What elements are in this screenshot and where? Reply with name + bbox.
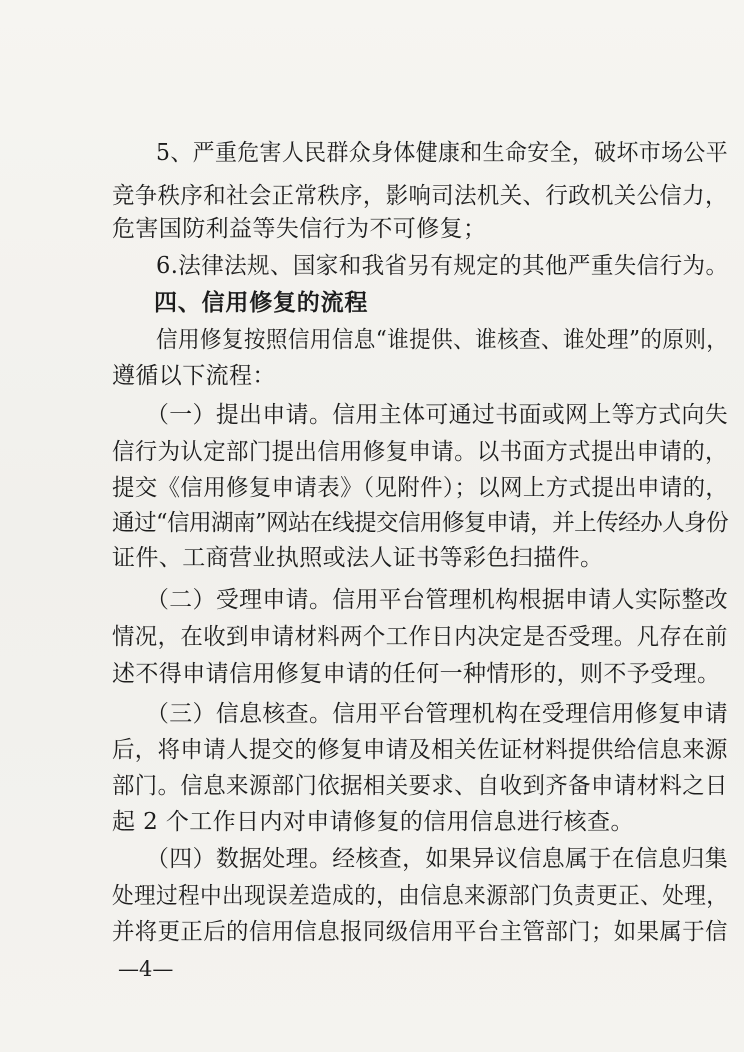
text-line-3: 危害国防利益等失信行为不可修复； — [112, 216, 487, 242]
text-line-10: 提交《信用修复申请表》（见附件）；以网上方式提出申请的， — [112, 475, 729, 501]
text-line-1: 5、严重危害人民群众身体健康和生命安全，破坏市场公平 — [156, 140, 729, 166]
text-line-19: 起 2 个工作日内对申请修复的信用信息进行核查。 — [112, 809, 634, 835]
text-line-6: 信用修复按照信用信息“谁提供、谁核查、谁处理”的原则， — [156, 327, 729, 353]
text-line-17: 后，将申请人提交的修复申请及相关佐证材料提供给信息来源 — [112, 737, 728, 763]
text-line-11: 通过“信用湖南”网站在线提交信用修复申请，并上传经办人身份 — [112, 510, 729, 536]
text-line-20: （四）数据处理。经核查，如果异议信息属于在信息归集 — [146, 846, 729, 872]
text-line-12: 证件、工商营业执照或法人证书等彩色扫描件。 — [112, 545, 604, 571]
section-heading: 四、信用修复的流程 — [154, 290, 369, 316]
text-line-7: 遵循以下流程： — [112, 363, 276, 389]
text-line-21: 处理过程中出现误差造成的，由信息来源部门负责更正、处理， — [112, 883, 729, 909]
text-line-9: 信行为认定部门提出信用修复申请。以书面方式提出申请的， — [112, 439, 728, 465]
text-line-14: 情况，在收到申请材料两个工作日内决定是否受理。凡存在前 — [112, 624, 728, 650]
text-line-22: 并将更正后的信用信息报同级信用平台主管部门；如果属于信 — [112, 919, 728, 945]
text-line-18: 部门。信息来源部门依据相关要求、自收到齐备申请材料之日 — [112, 773, 728, 799]
text-line-16: （三）信息核查。信用平台管理机构在受理信用修复申请 — [146, 701, 729, 727]
text-line-13: （二）受理申请。信用平台管理机构根据申请人实际整改 — [146, 587, 729, 613]
text-line-2: 竞争秩序和社会正常秩序，影响司法机关、行政机关公信力， — [112, 183, 728, 209]
page-number: —4— — [118, 957, 174, 981]
text-line-15: 述不得申请信用修复申请的任何一种情形的，则不予受理。 — [112, 661, 721, 687]
text-line-8: （一）提出申请。信用主体可通过书面或网上等方式向失 — [146, 402, 729, 428]
text-line-4: 6.法律法规、国家和我省另有规定的其他严重失信行为。 — [156, 253, 729, 279]
